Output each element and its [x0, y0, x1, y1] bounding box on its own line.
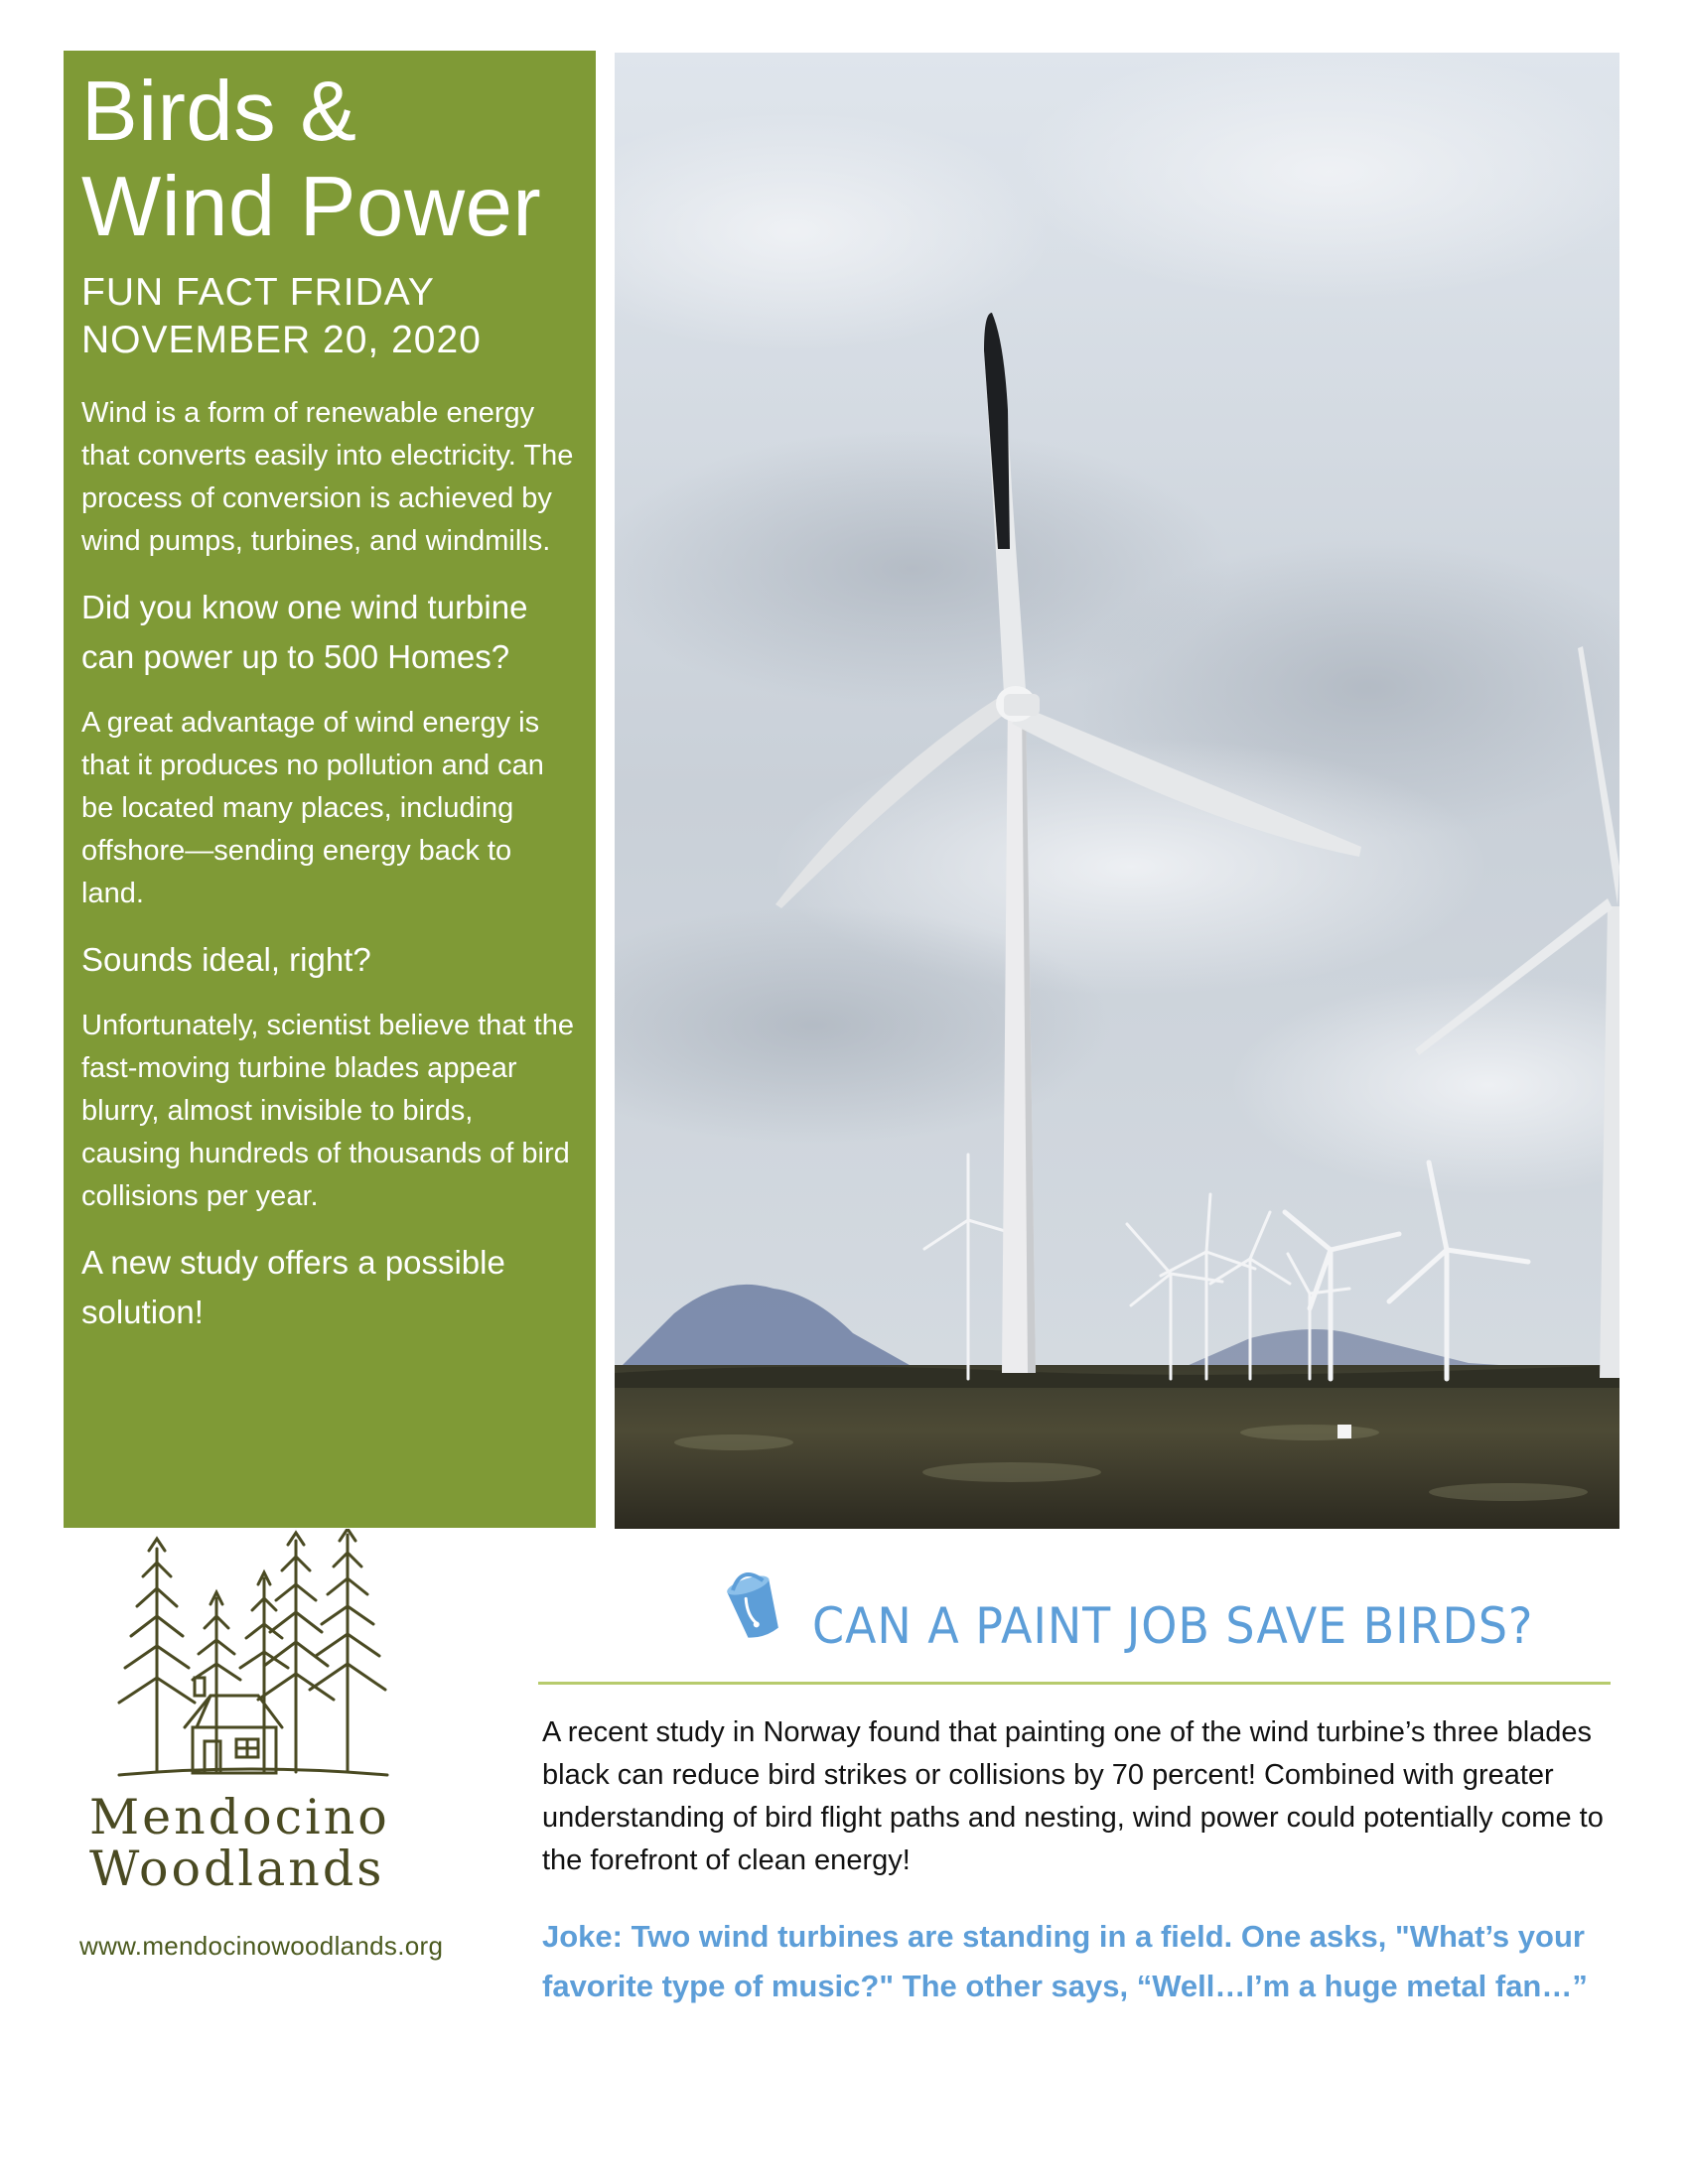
paint-bucket-icon [719, 1567, 790, 1646]
subtitle-line-1: FUN FACT FRIDAY [81, 271, 435, 314]
subtitle-line-2: NOVEMBER 20, 2020 [81, 319, 482, 361]
page-title [81, 65, 576, 255]
logo-name-line-2: Woodlands [89, 1841, 385, 1897]
title-line-2: Wind Power [81, 160, 542, 254]
question-callout: Sounds ideal, right? [81, 941, 371, 978]
advantage-paragraph: A great advantage of wind energy is that it produces no pollution and can be located many places, including offshore—sending energy back to land. [81, 707, 544, 909]
mendocino-woodlands-logo [89, 1529, 447, 1926]
joke-text: Joke: Two wind turbines are standing in a field. One asks, "What’s your favorite type of music?" The other says, “Well…I’m a huge metal fan…” [542, 1919, 1588, 2003]
forest-cabin-icon [99, 1529, 397, 1787]
wind-turbine-photo [615, 53, 1619, 1529]
article-headline: CAN A PAINT JOB SAVE BIRDS? [812, 1597, 1534, 1655]
title-line-1: Birds & [81, 65, 357, 159]
logo-name-line-1: Mendocino [89, 1789, 390, 1845]
wind-farm-illustration [615, 53, 1619, 1529]
logo-wordmark [89, 1789, 447, 1897]
page-subtitle [81, 269, 576, 364]
website-link[interactable]: www.mendocinowoodlands.org [79, 1931, 444, 1961]
solution-callout: A new study offers a possible solution! [81, 1244, 505, 1330]
sidebar-panel [64, 51, 596, 1528]
intro-paragraph: Wind is a form of renewable energy that converts easily into electricity. The process of conversion is achieved by wind pumps, turbines, and windmills. [81, 397, 574, 557]
fact-callout: Did you know one wind turbine can power up to 500 Homes? [81, 589, 528, 675]
article-body: A recent study in Norway found that painting one of the wind turbine’s three blades black can reduce bird strikes or collisions by 70 percent! Combined with greater understanding of bird flight paths and nesting, wind power could potentially come to the forefront of clean energy! [542, 1716, 1604, 1876]
headline-divider [538, 1682, 1611, 1685]
problem-paragraph: Unfortunately, scientist believe that the fast-moving turbine blades appear blurry, almost invisible to birds, causing hundreds of thousands of bird collisions per year. [81, 1010, 574, 1212]
